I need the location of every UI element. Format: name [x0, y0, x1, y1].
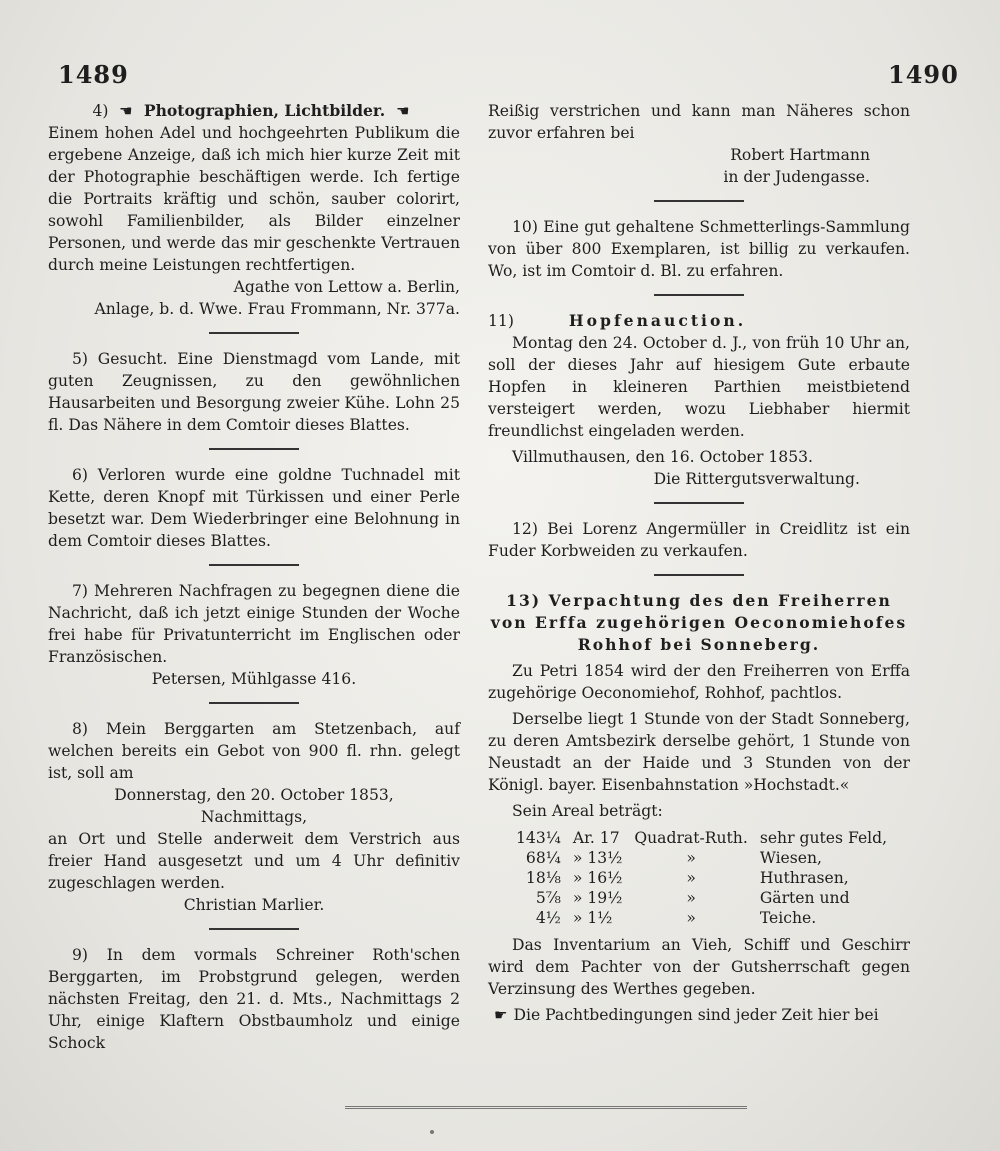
- ad-9-continued-text: Reißig verstrichen und kann man Näheres schon zuvor erfahren bei: [488, 102, 910, 142]
- separator-rule: [209, 448, 299, 450]
- ad-11-body: Montag den 24. October d. J., von früh 10 Uhr an, soll der dieses Jahr auf hiesigem Gute erbaute Hopfen in kleineren Parthien meistbietend versteigert werden, wozu Liebhaber hiermit freundlichst eingeladen werden.: [488, 334, 910, 440]
- ad-4: [48, 100, 460, 320]
- ad-13-paragraph-1: Zu Petri 1854 wird der den Freiherren von Erffa zugehörige Oeconomiehof, Rohhof, pachtlos.: [488, 662, 910, 702]
- ad-13-paragraph-5-line: [488, 1004, 910, 1026]
- ad-6: [48, 464, 460, 552]
- ad-9-signature-name: Robert Hartmann: [730, 146, 870, 164]
- separator-rule: [654, 502, 744, 504]
- table-row: [510, 848, 893, 868]
- ad-12-text: 12) Bei Lorenz Angermüller in Creidlitz ist ein Fuder Korbweiden zu verkaufen.: [488, 520, 910, 560]
- area-ruthen: Quadrat-Ruth.: [634, 829, 748, 847]
- area-acres: 143¼: [516, 829, 561, 847]
- ad-4-heading: [48, 100, 460, 122]
- ad-13: [488, 590, 910, 1026]
- left-column: [48, 100, 460, 1060]
- ad-4-signature-address: Anlage, b. d. Wwe. Frau Frommann, Nr. 377a.: [94, 300, 460, 318]
- ad-9: [48, 944, 460, 1054]
- area-acres: 68¼: [525, 849, 561, 867]
- separator-rule: [209, 332, 299, 334]
- ad-13-paragraph-2: Derselbe liegt 1 Stunde von der Stadt Sonneberg, zu deren Amtsbezirk derselbe gehört, 1 Stunde von Neustadt an der Haide und 3 Stunden von der Königl. bayer. Eisenbahnstation »Hochstadt.«: [488, 710, 910, 794]
- ad-5: [48, 348, 460, 436]
- ad-11: [488, 310, 910, 490]
- area-acres: 4½: [535, 909, 561, 927]
- area-use: Huthrasen,: [759, 869, 849, 887]
- page-mark-dot: [430, 1130, 434, 1134]
- area-unit: » 13½: [572, 849, 623, 867]
- page-number-right: 1490: [888, 60, 959, 89]
- area-ruthen: »: [686, 869, 696, 887]
- area-use: Gärten und: [759, 889, 850, 907]
- ad-9-signature-address: in der Judengasse.: [723, 168, 870, 186]
- ad-13-heading: 13) Verpachtung des den Freiherren von Erffa zugehörigen Oeconomiehofes Rohhof bei Sonneberg.: [490, 591, 908, 654]
- ad-5-text: 5) Gesucht. Eine Dienstmagd vom Lande, mit guten Zeugnissen, zu den gewöhnlichen Hausarbeiten und Besorgung zweier Kühe. Lohn 25 fl. Das Nähere in dem Comtoir dieses Blattes.: [48, 350, 460, 434]
- table-row: [510, 828, 893, 848]
- area-unit: » 1½: [572, 909, 613, 927]
- separator-rule: [654, 200, 744, 202]
- area-ruthen: »: [686, 889, 696, 907]
- ad-4-number: 4): [92, 102, 109, 120]
- bottom-rule: [345, 1106, 747, 1109]
- area-unit: » 19½: [572, 889, 623, 907]
- pointing-hand-icon: ☛: [494, 1006, 508, 1024]
- ad-4-body: Einem hohen Adel und hochgeehrten Publikum die ergebene Anzeige, daß ich mich hier kurze Zeit mit der Photographie beschäftigen werde. Ich fertige die Portraits kräftig und schön, sauber colorirt, sowohl Familienbilder, als Bilder einzelner Personen, und werde das mir geschenkte Vertrauen durch meine Leistungen rechtfertigen.: [48, 124, 460, 274]
- area-table: [510, 828, 893, 928]
- separator-rule: [209, 564, 299, 566]
- separator-rule: [654, 294, 744, 296]
- ad-7-signature: Petersen, Mühlgasse 416.: [151, 670, 357, 688]
- pointing-hand-icon: ☛: [119, 102, 133, 120]
- ad-4-signature-name: Agathe von Lettow a. Berlin,: [233, 278, 460, 296]
- ad-13-paragraph-5: Die Pachtbedingungen sind jeder Zeit hier bei: [513, 1006, 879, 1024]
- ad-8-text-1: 8) Mein Berggarten am Stetzenbach, auf welchen bereits ein Gebot von 900 fl. rhn. gelegt ist, soll am: [48, 720, 460, 782]
- ad-8-time: Nachmittags,: [200, 808, 308, 826]
- ad-13-paragraph-4: Das Inventarium an Vieh, Schiff und Geschirr wird dem Pachter von der Gutsherrschaft gegen Verzinsung des Werthes gegeben.: [488, 936, 910, 998]
- ad-8-date: Donnerstag, den 20. October 1853,: [114, 786, 394, 804]
- pointing-hand-icon: ☛: [396, 102, 410, 120]
- ad-13-paragraph-3: Sein Areal beträgt:: [512, 802, 663, 820]
- ad-9-text: 9) In dem vormals Schreiner Roth'schen Berggarten, im Probstgrund gelegen, werden nächsten Freitag, den 21. d. Mts., Nachmittags 2 Uhr, einige Klaftern Obstbaumholz und einige Schock: [48, 946, 460, 1052]
- right-column: [488, 100, 910, 1032]
- area-acres: 18⅛: [525, 869, 561, 887]
- ad-11-title: Hopfenauction.: [568, 311, 747, 330]
- table-row: [510, 908, 893, 928]
- area-use: Wiesen,: [759, 849, 823, 867]
- ad-11-heading: [488, 310, 910, 332]
- area-use: Teiche.: [759, 909, 817, 927]
- ad-8-text-2: an Ort und Stelle anderweit dem Verstrich aus freier Hand ausgesetzt und um 4 Uhr definitiv zugeschlagen werden.: [48, 830, 460, 892]
- ad-11-signature: Die Rittergutsverwaltung.: [653, 470, 860, 488]
- ad-9-continued: [488, 100, 910, 188]
- ad-4-title: Photographien, Lichtbilder.: [143, 101, 386, 120]
- separator-rule: [209, 928, 299, 930]
- area-unit: » 16½: [572, 869, 623, 887]
- area-ruthen: »: [686, 909, 696, 927]
- area-acres: 5⅞: [535, 889, 561, 907]
- area-unit: Ar. 17: [572, 829, 620, 847]
- ad-10-text: 10) Eine gut gehaltene Schmetterlings-Sammlung von über 800 Exemplaren, ist billig zu verkaufen. Wo, ist im Comtoir d. Bl. zu erfahren.: [488, 218, 910, 280]
- page-number-left: 1489: [58, 60, 129, 89]
- separator-rule: [209, 702, 299, 704]
- separator-rule: [654, 574, 744, 576]
- area-ruthen: »: [686, 849, 696, 867]
- ad-12: [488, 518, 910, 562]
- ad-10: [488, 216, 910, 282]
- table-row: [510, 868, 893, 888]
- ad-11-number: 11): [488, 312, 514, 330]
- ad-11-place-date: Villmuthausen, den 16. October 1853.: [512, 448, 814, 466]
- ad-7: [48, 580, 460, 690]
- area-use: sehr gutes Feld,: [759, 829, 888, 847]
- ad-7-text: 7) Mehreren Nachfragen zu begegnen diene die Nachricht, daß ich jetzt einige Stunden der Woche frei habe für Privatunterricht im Englischen oder Französischen.: [48, 582, 460, 666]
- ad-8: [48, 718, 460, 916]
- ad-6-text: 6) Verloren wurde eine goldne Tuchnadel mit Kette, deren Knopf mit Türkissen und einer Perle besetzt war. Dem Wiederbringer eine Belohnung in dem Comtoir dieses Blattes.: [48, 466, 460, 550]
- ad-8-signature: Christian Marlier.: [183, 896, 325, 914]
- table-row: [510, 888, 893, 908]
